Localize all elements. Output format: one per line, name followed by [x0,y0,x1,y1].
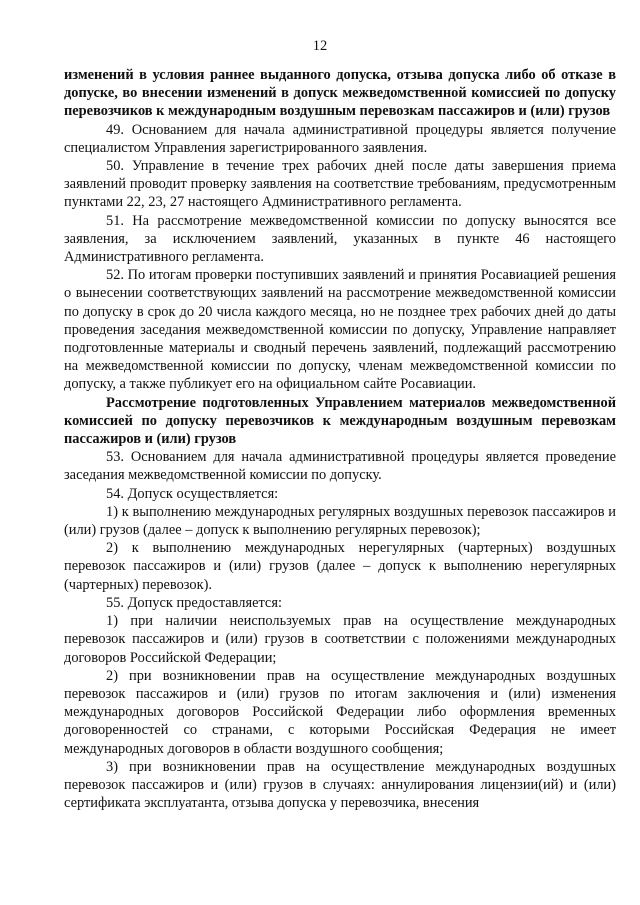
paragraph: 51. На рассмотрение межведомственной комиссии по допуску выносятся все заявления, за исключением заявлений, указанных в пункте 46 настоящего Административного регламента. [64,212,616,266]
paragraph: 49. Основанием для начала административной процедуры является получение специалистом Управления зарегистрированного заявления. [64,121,616,156]
paragraph: 1) при наличии неиспользуемых прав на осуществление международных перевозок пассажиров и (или) грузов в соответствии с положениями международных договоров Российской Федерации; [64,613,616,666]
paragraph: 54. Допуск осуществляется: [106,485,279,502]
paragraph: 2) к выполнению международных нерегулярных (чартерных) воздушных перевозок пассажиров и (или) грузов (далее – допуск к выполнению нерегулярных (чартерных) перевозок). [64,540,616,593]
page-number: 12 [312,38,328,54]
paragraph: 1) к выполнению международных регулярных воздушных перевозок пассажиров и (или) грузов (далее – допуск к выполнению регулярных перевозок); [64,503,616,539]
paragraph: 52. По итогам проверки поступивших заявлений и принятия Росавиацией решения о вынесении соответствующих заявлений на рассмотрение межведомственной комиссии по допуску в срок до 20 числа каждого месяца, но не позднее трех рабочих дней до даты проведения заседания межведомственной комиссии по допуску, Управление направляет подготовленные материалы и сводный перечень заявлений, подлежащий рассмотрению на межведомственной комиссии по допуску, членам межведомственной комиссии по допуску, а также публикует его на официальном сайте Росавиации. [64,267,616,393]
section-heading: Рассмотрение подготовленных Управлением материалов межведомственной комиссией по допуску перевозчиков к международным воздушным перевозкам пассажиров и (или) грузов [64,394,616,448]
section-heading: изменений в условия раннее выданного допуска, отзыва допуска либо об отказе в допуске, во внесении изменений в допуск межведомственной комиссией по допуску перевозчиков к международным воздушным перевозкам пассажиров и (или) грузов [64,67,616,120]
document-body [64,66,616,812]
paragraph: 3) при возникновении прав на осуществление международных воздушных перевозок пассажиров и (или) грузов в случаях: аннулирования лицензии(ий) и (или) сертификата эксплуатанта, отзыва допуска у перевозчика, внесения [64,758,616,812]
paragraph: 50. Управление в течение трех рабочих дней после даты завершения приема заявлений проводит проверку заявления на соответствие требованиям, предусмотренным пунктами 22, 23, 27 настоящего Административного регламента. [64,158,616,211]
paragraph: 53. Основанием для начала административной процедуры является проведение заседания межведомственной комиссии по допуску. [64,449,616,484]
paragraph: 2) при возникновении прав на осуществление международных воздушных перевозок пассажиров и (или) грузов по итогам заключения и (или) изменения международных договоров Российской Федерации либо оформления временных договоренностей со странами, с которыми Российская Федерация не имеет международных договоров в области воздушного сообщения; [64,667,616,757]
paragraph: 55. Допуск предоставляется: [106,594,282,611]
